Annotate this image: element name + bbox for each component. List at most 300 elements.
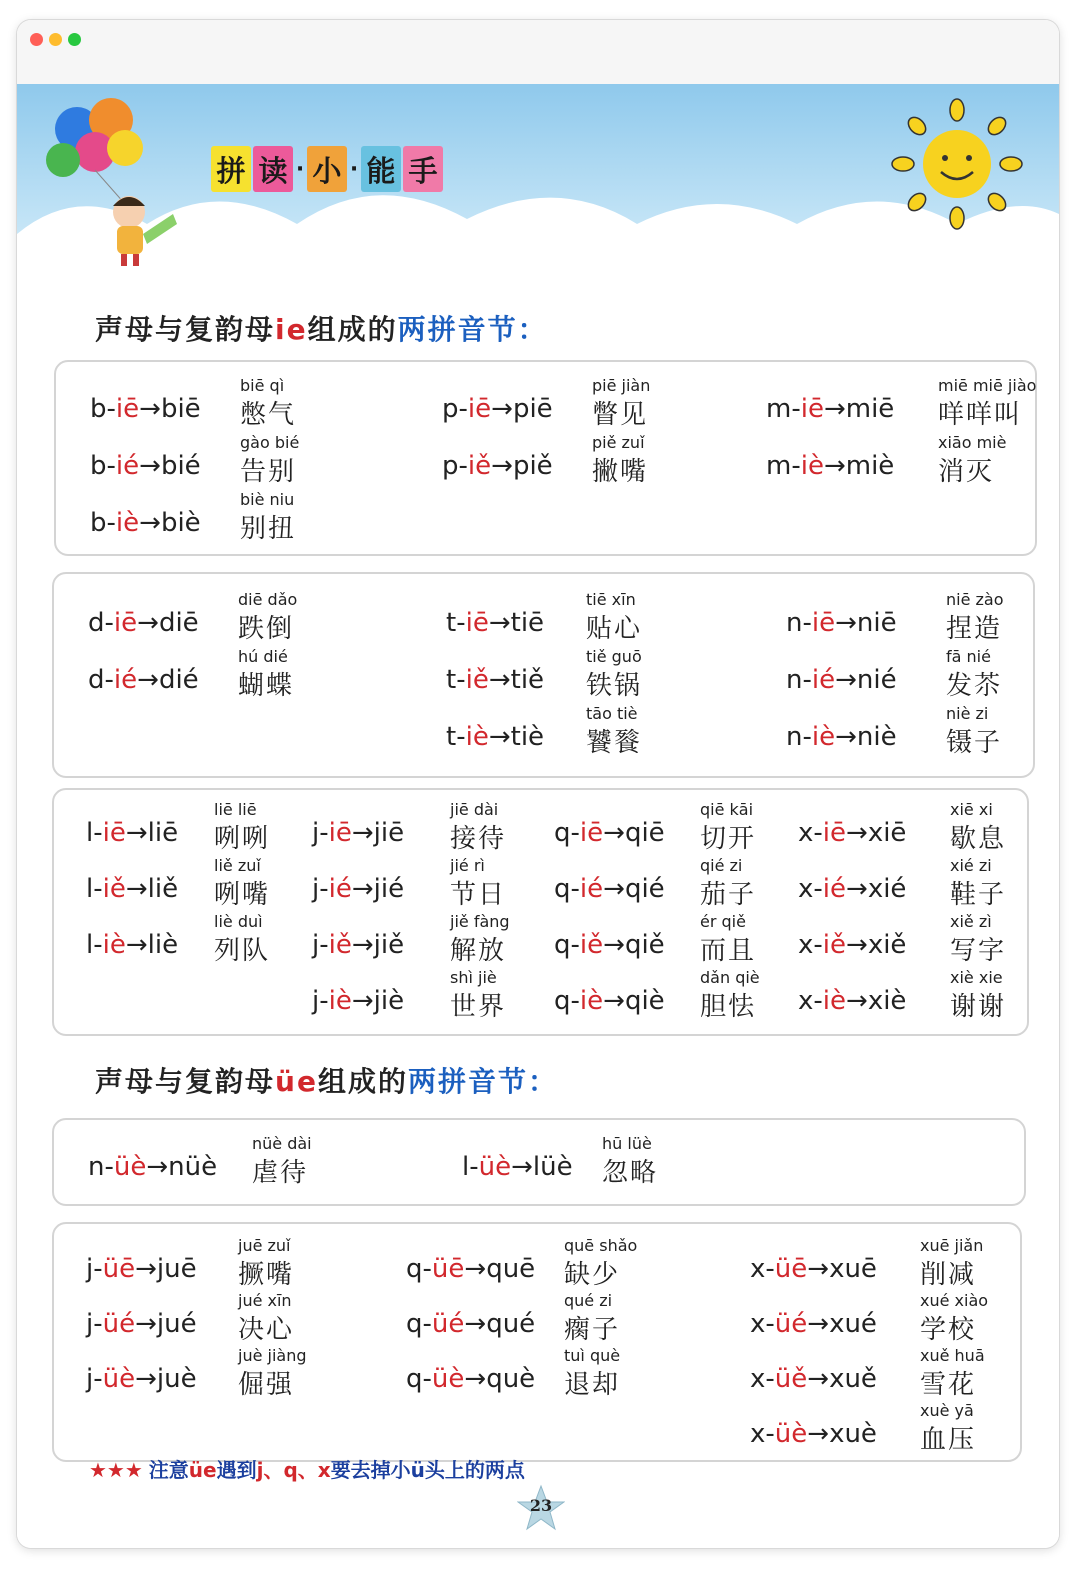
syllable-result: piē (512, 394, 553, 424)
spelling-formula (86, 930, 178, 960)
arrow-icon: → (351, 874, 374, 904)
syllable-box-b-p-m (54, 360, 1037, 556)
word-pinyin: hú dié (238, 647, 288, 666)
word-pinyin: juē zuǐ (238, 1236, 291, 1255)
spelling-formula (312, 986, 404, 1016)
syllable-result: xié (867, 874, 907, 904)
final: üě (774, 1364, 808, 1394)
arrow-icon: → (846, 986, 868, 1016)
app-window (17, 20, 1059, 1548)
initial: q (554, 930, 571, 960)
dash: - (458, 394, 468, 424)
syllable-result: liě (147, 874, 179, 904)
word-pinyin: niē zào (946, 590, 1004, 609)
initial: l (462, 1152, 470, 1182)
initial: x (750, 1254, 766, 1284)
arrow-icon: → (807, 1364, 830, 1394)
heading-colon: ： (527, 1065, 558, 1098)
arrow-icon: → (351, 930, 374, 960)
dash: - (802, 665, 812, 695)
final: iē (113, 608, 138, 638)
example-word: 发苶 (946, 671, 1003, 701)
arrow-icon: → (137, 665, 159, 695)
maximize-window-button[interactable] (68, 33, 81, 46)
initial: j (312, 930, 320, 960)
spelling-formula (786, 665, 897, 695)
word-pinyin: xué xiào (920, 1291, 989, 1310)
syllable-result: biè (160, 508, 201, 538)
heading-mid: 组成的 (317, 1065, 408, 1098)
syllable-result: dié (158, 665, 199, 695)
syllable-result: tiè (510, 722, 545, 752)
arrow-icon: → (491, 451, 513, 481)
syllable-result: jiě (373, 930, 405, 960)
syllable-result: nié (856, 665, 897, 695)
syllable-result: què (486, 1364, 536, 1394)
syllable-result: quē (486, 1254, 536, 1284)
spelling-formula (86, 1364, 197, 1394)
arrow-icon: → (807, 1309, 830, 1339)
syllable-result: nüè (168, 1152, 218, 1182)
syllable-result: jué (156, 1309, 197, 1339)
syllable-result: qiě (624, 930, 665, 960)
initial: x (798, 874, 814, 904)
final: üè (774, 1419, 808, 1449)
heading-colon: ： (517, 313, 548, 346)
dash: - (765, 1309, 775, 1339)
example-word: 茄子 (700, 880, 757, 910)
word-pinyin: miē miē jiào (938, 376, 1037, 395)
word-pinyin: dǎn qiè (700, 968, 760, 987)
syllable-result: juē (156, 1254, 197, 1284)
syllable-result: xuè (829, 1419, 877, 1449)
final: iē (328, 818, 352, 848)
spelling-formula (86, 874, 178, 904)
arrow-icon: → (125, 818, 148, 848)
syllable-result: niè (856, 722, 897, 752)
example-word: 饕餮 (586, 728, 643, 758)
word-pinyin: xié zi (950, 856, 992, 875)
syllable-result: jié (373, 874, 405, 904)
example-word: 雪花 (920, 1370, 977, 1400)
arrow-icon: → (488, 722, 511, 752)
arrow-icon: → (464, 1364, 487, 1394)
arrow-icon: → (603, 986, 625, 1016)
example-word: 消灭 (938, 457, 995, 487)
final: iè (800, 451, 824, 481)
spelling-formula (750, 1309, 877, 1339)
spelling-formula (786, 608, 897, 638)
arrow-icon: → (135, 1254, 157, 1284)
word-pinyin: xuě huā (920, 1346, 985, 1365)
final: iè (115, 508, 140, 538)
section-heading-ie (95, 308, 548, 348)
syllable-result: liē (147, 818, 179, 848)
arrow-icon: → (807, 1254, 830, 1284)
window-titlebar (17, 20, 1059, 84)
final: üé (102, 1309, 136, 1339)
dash: - (104, 1152, 114, 1182)
arrow-icon: → (603, 874, 625, 904)
heading-suffix: 两拼音节 (397, 313, 518, 346)
arrow-icon: → (491, 394, 513, 424)
spelling-formula (798, 930, 906, 960)
syllable-result: xuě (829, 1364, 877, 1394)
spelling-formula (798, 818, 906, 848)
final: iě (579, 930, 604, 960)
syllable-result: jiè (373, 986, 405, 1016)
initial: p (442, 451, 459, 481)
spelling-formula (798, 986, 906, 1016)
final: iē (822, 818, 847, 848)
spelling-formula (442, 394, 553, 424)
example-word: 倔强 (238, 1370, 295, 1400)
spelling-formula (442, 451, 553, 481)
word-pinyin: jiē dài (450, 800, 499, 819)
final: ié (113, 665, 138, 695)
initial: t (446, 722, 457, 752)
initial: n (786, 608, 803, 638)
word-pinyin: juè jiàng (238, 1346, 307, 1365)
final: ié (579, 874, 604, 904)
final: iè (579, 986, 604, 1016)
word-pinyin: jué xīn (238, 1291, 292, 1310)
initial: t (446, 608, 457, 638)
final: üē (431, 1254, 465, 1284)
title-tile: 能 (361, 146, 401, 192)
example-word: 写字 (950, 936, 1007, 966)
example-word: 咩咩叫 (938, 400, 1023, 430)
spelling-formula (446, 665, 544, 695)
initial: m (766, 394, 792, 424)
final: iè (328, 986, 352, 1016)
heading-final: ie (275, 313, 308, 346)
final: iē (467, 394, 492, 424)
example-word: 咧嘴 (214, 880, 271, 910)
dash: - (570, 818, 580, 848)
example-word: 缺少 (564, 1260, 621, 1290)
initial: x (750, 1309, 766, 1339)
example-word: 贴心 (586, 614, 643, 644)
word-pinyin: piē jiàn (592, 376, 651, 395)
final: üè (478, 1152, 512, 1182)
arrow-icon: → (351, 818, 374, 848)
arrow-icon: → (835, 722, 857, 752)
dash: - (813, 986, 823, 1016)
arrow-icon: → (603, 818, 625, 848)
initial: q (554, 986, 571, 1016)
spelling-formula (88, 1152, 217, 1182)
word-pinyin: liē liē (214, 800, 257, 819)
final: iě (467, 451, 492, 481)
syllable-result: xué (829, 1309, 877, 1339)
example-word: 鞋子 (950, 880, 1007, 910)
spelling-formula (406, 1364, 535, 1394)
dash: - (802, 722, 812, 752)
initial: j (86, 1309, 94, 1339)
final: ié (811, 665, 836, 695)
close-window-button[interactable] (30, 33, 43, 46)
word-pinyin: xuē jiǎn (920, 1236, 984, 1255)
arrow-icon: → (139, 451, 161, 481)
spelling-formula (750, 1364, 877, 1394)
example-word: 铁锅 (586, 671, 643, 701)
dash: - (469, 1152, 479, 1182)
syllable-result: diē (158, 608, 199, 638)
initial: l (86, 930, 94, 960)
final: iě (465, 665, 489, 695)
syllable-result: liè (147, 930, 179, 960)
arrow-icon: → (835, 665, 857, 695)
arrow-icon: → (511, 1152, 533, 1182)
word-pinyin: niè zi (946, 704, 989, 723)
word-pinyin: xiè xie (950, 968, 1003, 987)
example-word: 撇嘴 (592, 457, 649, 487)
dash: - (422, 1254, 432, 1284)
syllable-result: tiē (510, 608, 545, 638)
spelling-formula (90, 508, 201, 538)
heading-mid: 组成的 (307, 313, 398, 346)
word-pinyin: jiě fàng (450, 912, 510, 931)
syllable-result: jiē (373, 818, 405, 848)
dash: - (802, 608, 812, 638)
example-word: 削减 (920, 1260, 977, 1290)
dash: - (765, 1364, 775, 1394)
word-pinyin: qiē kāi (700, 800, 754, 819)
dash: - (791, 451, 801, 481)
spelling-formula (88, 665, 199, 695)
syllable-result: niē (856, 608, 897, 638)
final: iē (102, 818, 126, 848)
arrow-icon: → (823, 394, 846, 424)
example-word: 世界 (450, 992, 507, 1022)
heading-prefix: 声母与复韵母 (95, 1065, 276, 1098)
arrow-icon: → (139, 394, 161, 424)
syllable-result: qié (624, 874, 665, 904)
dash: - (422, 1309, 432, 1339)
note-jqx: j、q、x (256, 1458, 331, 1482)
syllable-result: xuē (829, 1254, 877, 1284)
example-word: 血压 (920, 1425, 977, 1455)
arrow-icon: → (464, 1309, 487, 1339)
spelling-formula (312, 818, 404, 848)
spelling-formula (406, 1254, 535, 1284)
syllable-result: biē (160, 394, 201, 424)
example-word: 歇息 (950, 824, 1007, 854)
arrow-icon: → (146, 1152, 169, 1182)
spelling-formula (786, 722, 897, 752)
dash: - (106, 508, 116, 538)
final: üè (113, 1152, 147, 1182)
spelling-formula (554, 930, 665, 960)
syllable-box-j-q-x-ue (52, 1222, 1022, 1462)
note-text: 注意 (148, 1458, 189, 1482)
arrow-icon: → (807, 1419, 830, 1449)
initial: n (786, 722, 803, 752)
syllable-result: xiě (867, 930, 907, 960)
spelling-formula (750, 1254, 877, 1284)
arrow-icon: → (125, 930, 148, 960)
example-word: 告别 (240, 457, 297, 487)
word-pinyin: xiāo miè (938, 433, 1007, 452)
spelling-formula (766, 394, 894, 424)
initial: x (798, 930, 814, 960)
dash: - (765, 1419, 775, 1449)
syllable-result: lüè (532, 1152, 573, 1182)
initial: q (406, 1309, 423, 1339)
arrow-icon: → (125, 874, 148, 904)
initial: l (86, 874, 94, 904)
final: iē (465, 608, 489, 638)
final: iē (579, 818, 604, 848)
final: iè (102, 930, 126, 960)
word-pinyin: tiě guō (586, 647, 642, 666)
example-word: 谢谢 (950, 992, 1007, 1022)
spelling-formula (86, 818, 178, 848)
dash: - (458, 451, 468, 481)
dash: - (570, 986, 580, 1016)
example-word: 别扭 (240, 514, 297, 544)
dash: - (93, 874, 103, 904)
initial: j (86, 1254, 94, 1284)
dash: - (93, 1309, 103, 1339)
title-tile: 读 (253, 146, 293, 192)
page-title (211, 146, 443, 198)
example-word: 跌倒 (238, 614, 295, 644)
note-text: 遇到 (216, 1458, 257, 1482)
word-pinyin: tāo tiè (586, 704, 638, 723)
final: iè (465, 722, 489, 752)
spelling-formula (86, 1309, 197, 1339)
example-word: 镊子 (946, 728, 1003, 758)
example-word: 虐待 (252, 1158, 309, 1188)
word-pinyin: xiē xi (950, 800, 993, 819)
example-word: 憋气 (240, 400, 297, 430)
minimize-window-button[interactable] (49, 33, 62, 46)
initial: j (86, 1364, 94, 1394)
title-separator: · (295, 156, 305, 182)
initial: x (750, 1419, 766, 1449)
word-pinyin: piě zuǐ (592, 433, 645, 452)
note-ue: üe (188, 1458, 217, 1482)
syllable-result: xiē (867, 818, 907, 848)
word-pinyin: liě zuǐ (214, 856, 261, 875)
initial: b (90, 508, 107, 538)
final: iě (328, 930, 352, 960)
arrow-icon: → (135, 1309, 157, 1339)
title-tile: 拼 (211, 146, 251, 192)
syllable-box-l-j-q-x (52, 788, 1029, 1036)
arrow-icon: → (846, 874, 868, 904)
final: ié (822, 874, 847, 904)
example-word: 咧咧 (214, 824, 271, 854)
syllable-result: qué (486, 1309, 536, 1339)
sky-banner (17, 84, 1059, 284)
initial: l (86, 818, 94, 848)
arrow-icon: → (603, 930, 625, 960)
initial: q (406, 1364, 423, 1394)
dash: - (765, 1254, 775, 1284)
arrow-icon: → (846, 818, 868, 848)
dash: - (422, 1364, 432, 1394)
final: iē (811, 608, 836, 638)
spelling-formula (554, 986, 665, 1016)
word-pinyin: qué zi (564, 1291, 613, 1310)
heading-suffix: 两拼音节 (407, 1065, 528, 1098)
example-word: 瞥见 (592, 400, 649, 430)
initial: n (88, 1152, 105, 1182)
spelling-formula (766, 451, 894, 481)
example-word: 节日 (450, 880, 507, 910)
dash: - (319, 874, 329, 904)
example-word: 瘸子 (564, 1315, 621, 1345)
dash: - (93, 1364, 103, 1394)
title-tile: 手 (403, 146, 443, 192)
syllable-result: xiè (867, 986, 907, 1016)
final: üè (431, 1364, 465, 1394)
word-pinyin: ér qiě (700, 912, 746, 931)
spelling-formula (798, 874, 906, 904)
initial: b (90, 451, 107, 481)
dash: - (456, 608, 466, 638)
example-word: 撅嘴 (238, 1260, 295, 1290)
example-word: 接待 (450, 824, 507, 854)
final: üé (774, 1309, 808, 1339)
arrow-icon: → (137, 608, 159, 638)
syllable-result: tiě (510, 665, 545, 695)
spelling-formula (446, 608, 544, 638)
final: iě (102, 874, 126, 904)
word-pinyin: quē shǎo (564, 1236, 638, 1255)
final: iè (811, 722, 836, 752)
final: üè (102, 1364, 136, 1394)
initial: j (312, 818, 320, 848)
dash: - (813, 874, 823, 904)
initial: d (88, 665, 105, 695)
arrow-icon: → (488, 608, 511, 638)
example-word: 切开 (700, 824, 757, 854)
dash: - (104, 608, 114, 638)
word-pinyin: liè duì (214, 912, 263, 931)
syllable-result: miè (845, 451, 895, 481)
page-number: 23 (529, 1496, 553, 1515)
word-pinyin: gào bié (240, 433, 300, 452)
example-word: 蝴蝶 (238, 671, 295, 701)
title-tile: 小 (307, 146, 347, 192)
spelling-formula (312, 874, 404, 904)
word-pinyin: biè niu (240, 490, 295, 509)
dash: - (813, 930, 823, 960)
syllable-result: miē (845, 394, 895, 424)
initial: j (312, 986, 320, 1016)
dash: - (791, 394, 801, 424)
word-pinyin: diē dǎo (238, 590, 298, 609)
word-pinyin: qié zi (700, 856, 743, 875)
dash: - (319, 986, 329, 1016)
arrow-icon: → (135, 1364, 157, 1394)
spelling-formula (750, 1419, 877, 1449)
arrow-icon: → (464, 1254, 487, 1284)
example-word: 退却 (564, 1370, 621, 1400)
word-pinyin: fā nié (946, 647, 991, 666)
syllable-box-d-t-n (52, 572, 1035, 778)
sun-icon (892, 99, 1022, 229)
initial: x (798, 818, 814, 848)
syllable-result: juè (156, 1364, 197, 1394)
dash: - (456, 665, 466, 695)
initial: q (554, 874, 571, 904)
initial: b (90, 394, 107, 424)
